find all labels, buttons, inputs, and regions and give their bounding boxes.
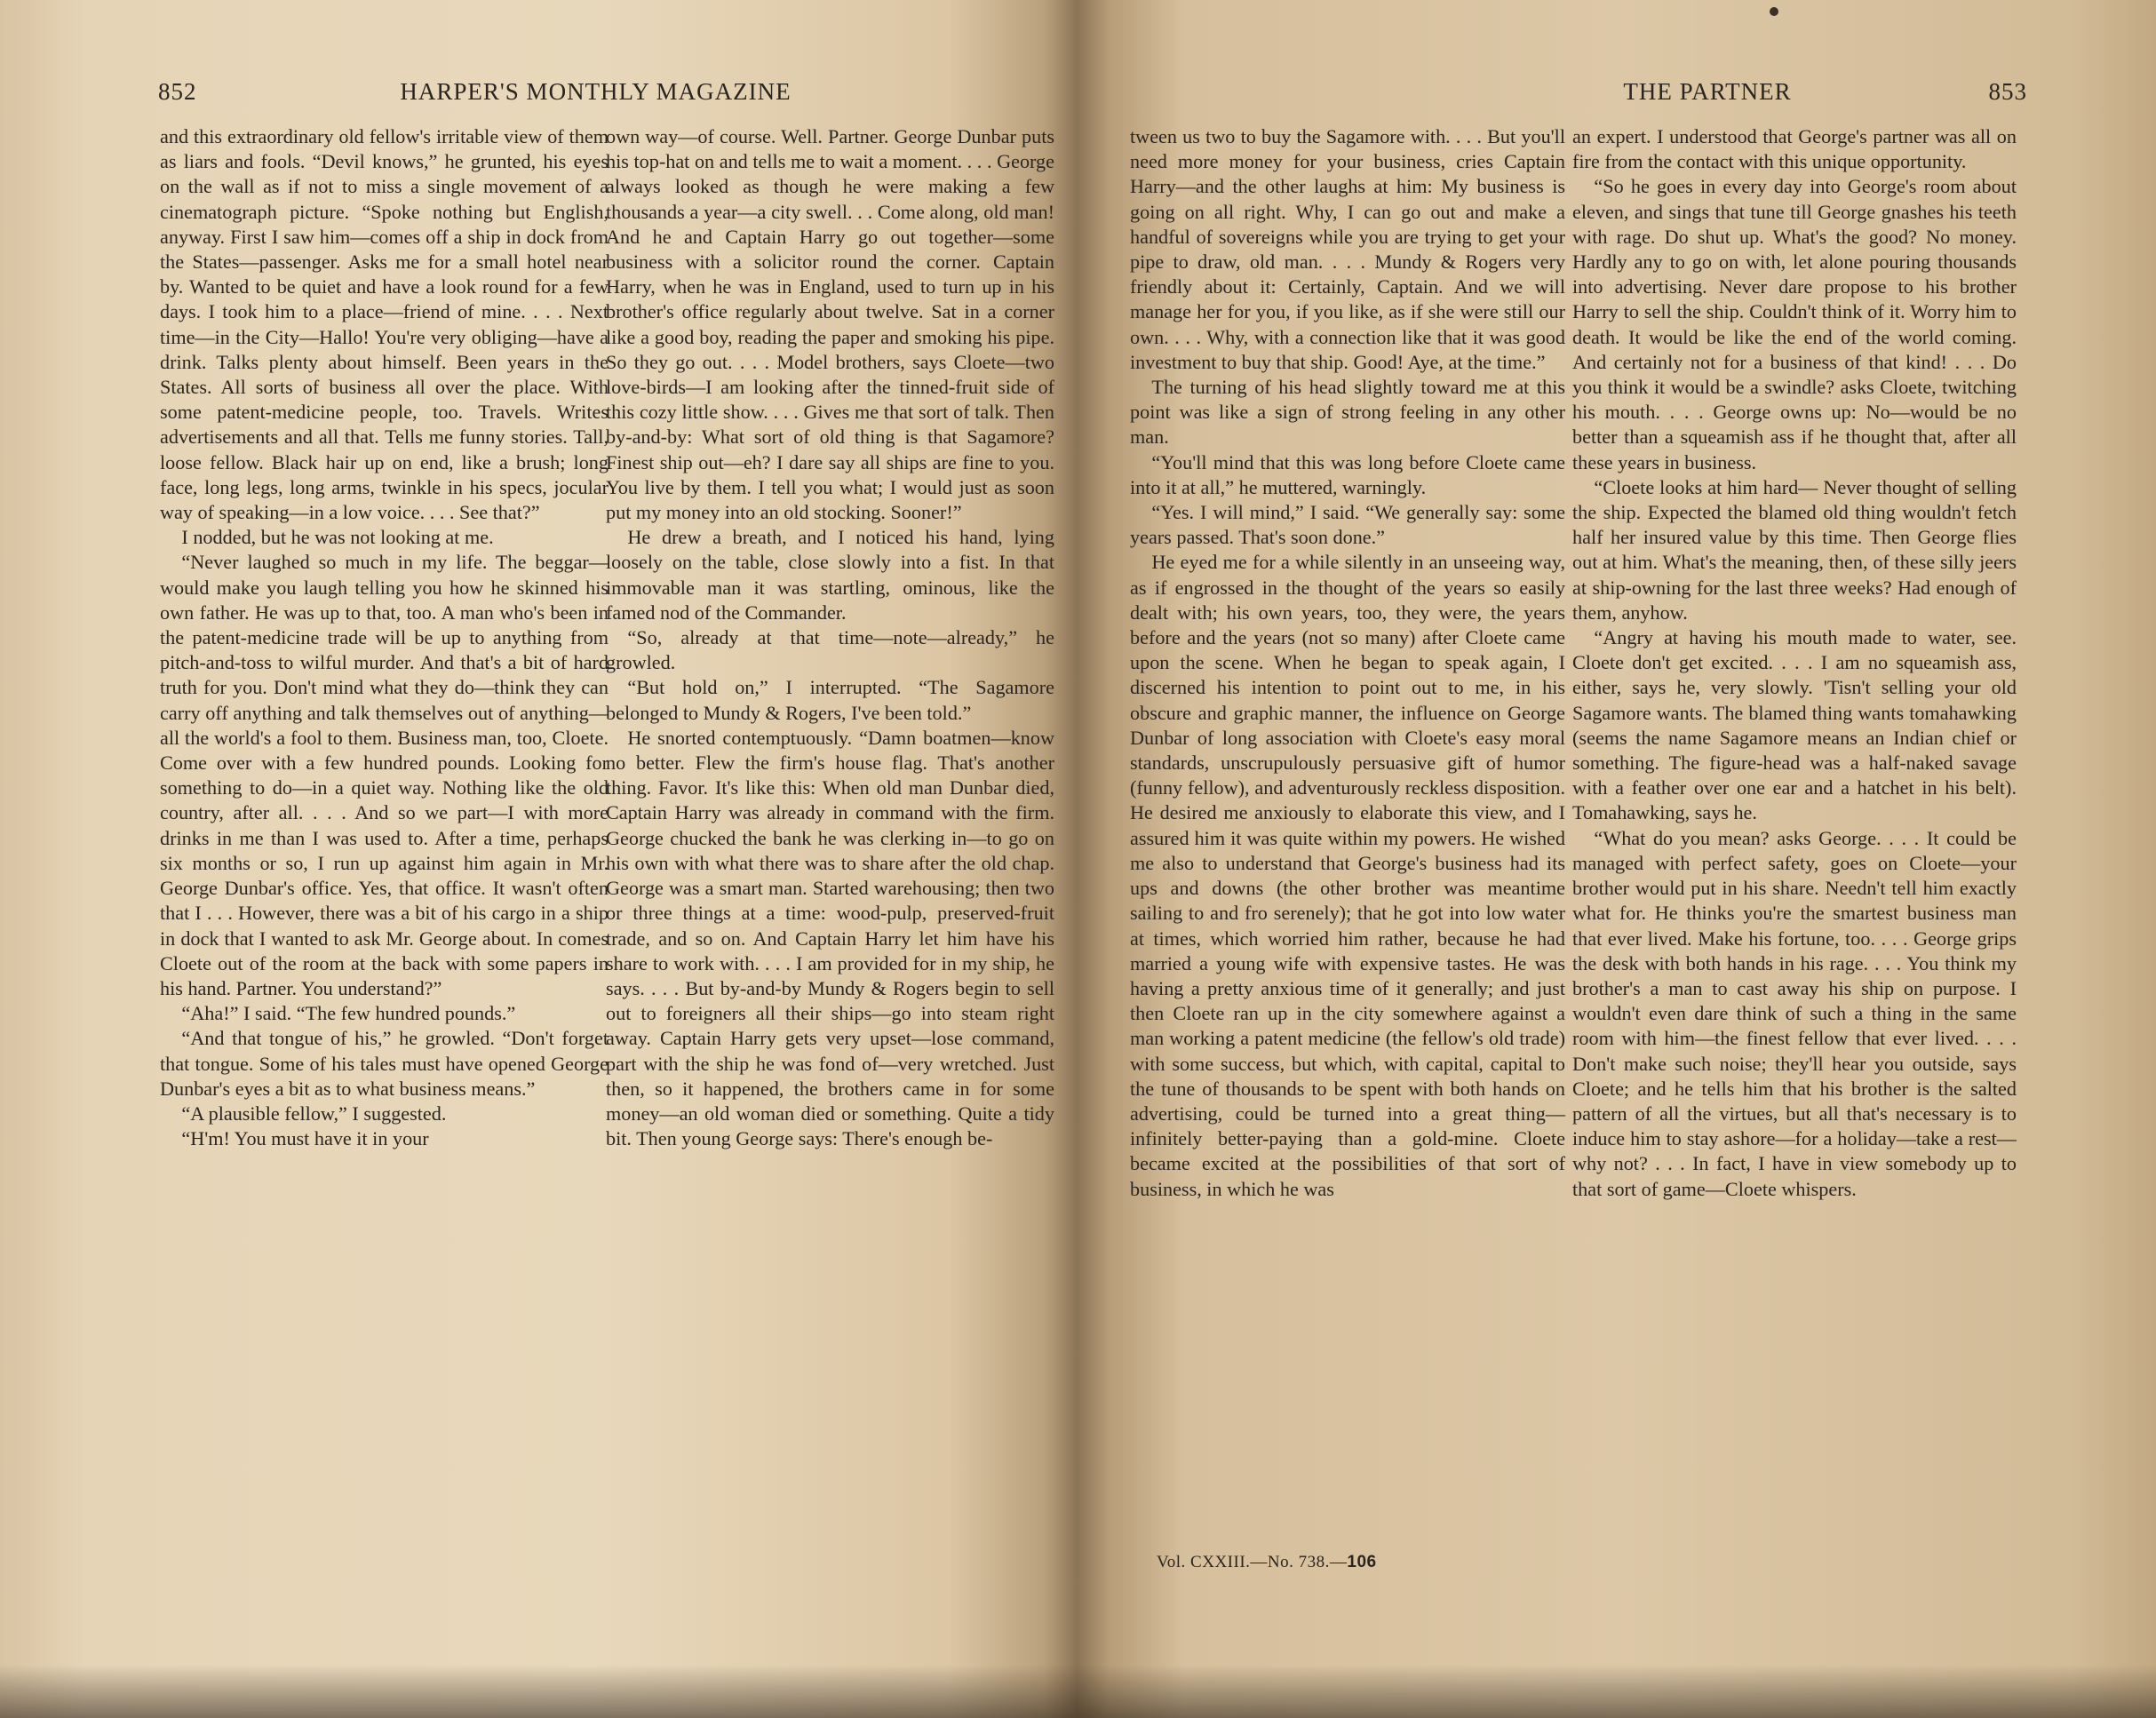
paragraph: He snorted contemptuously. “Damn boatmen—know no better. Flew the firm's house flag. That's another thing. Favor. It's like this: When old man Dunbar died, Captain Harry was already in command with the firm. George chucked the bank he was clerking in—to go on his own with what there was to share after the old chap. George was a smart man. Started warehousing; then two or three things at a time: wood-pulp, preserved-fruit trade, and so on. And Captain Harry let him have his share to work with. . . . I am provided for in my ship, he says. . . . But by-and-by Mundy & Rogers begin to sell out to foreigners all their ships—go into steam right away. Captain Harry gets very upset—lose command, part with the ship he was fond of—very wretched. Just then, so it happened, the brothers came in for some money—an old woman died or something. Quite a tidy bit. Then young George says: There's enough be- <box>606 726 1054 1150</box>
left-page-column-2 <box>606 124 1054 1151</box>
right-page-column-1 <box>1130 124 1565 1202</box>
paragraph: “Cloete looks at him hard— Never thought of selling the ship. Expected the blamed old thing wouldn't fetch half her insured value by this time. Then George flies out at him. What's the meaning, then, of these silly jeers at ship-owning for the last three weeks? Had enough of them, anyhow. <box>1572 475 2017 624</box>
paragraph: “Angry at having his mouth made to water, see. Cloete don't get excited. . . . I am no squeamish ass, either, says he, very slowly. 'Tisn't selling your old Sagamore wants. The blamed thing wants tomahawking (seems the name Sagamore means an Indian chief or something. The figure-head was a half-naked savage with a feather over one ear and a hatchet in his belt). Tomahawking, says he. <box>1572 626 2017 824</box>
left-page <box>0 0 1077 1718</box>
paragraph: “A plausible fellow,” I suggested. <box>181 1102 447 1125</box>
left-running-title: HARPER'S MONTHLY MAGAZINE <box>400 78 792 105</box>
paragraph: tween us two to buy the Sagamore with. . . . But you'll need more money for your business, cries Captain Harry—and the other laughs at him: My business is going on all right. Why, I can go out and make a handful of sovereigns while you are trying to get your pipe to draw, old man. . . . Mundy & Rogers very friendly about it: Certainly, Captain. And we will manage her for you, if you like, as if she were still our own. . . . Why, with a connection like that it was good investment to buy that ship. Good! Aye, at the time.” <box>1130 125 1565 373</box>
right-page-number: 853 <box>1988 78 2027 105</box>
bottom-edge-shadow <box>0 1665 2156 1718</box>
ink-spot <box>1770 7 1778 16</box>
volume-line: Vol. CXXIII.—No. 738.— <box>1157 1553 1348 1571</box>
paragraph: own way—of course. Well. Partner. George Dunbar puts his top-hat on and tells me to wait a moment. . . . George always looked as though he were making a few thousands a year—a city swell. . . Come along, old man! And he and Captain Harry go out together—some business with a solicitor round the corner. Captain Harry, when he was in England, used to turn up in his brother's office regularly about twelve. Sat in a corner like a good boy, reading the paper and smoking his pipe. So they go out. . . . Model brothers, says Cloete—two love-birds—I am looking after the tinned-fruit side of this cozy little show. . . . Gives me that sort of talk. Then by-and-by: What sort of old thing is that Sagamore? Finest ship out—eh? I dare say all ships are fine to you. You live by them. I tell you what; I would just as soon put my money into an old stocking. Sooner!” <box>606 125 1054 524</box>
paragraph: “What do you mean? asks George. . . . It could be managed with perfect safety, goes on Cloete—your brother would put in his share. Needn't tell him exactly what for. He thinks you're the smartest business man that ever lived. Make his fortune, too. . . . George grips the desk with both hands in his rage. . . . You think my brother's a man to cast away his ship on purpose. I wouldn't even dare think of such a thing in the same room with him—the finest fellow that ever lived. . . . Don't make such noise; they'll hear you outside, says Cloete; and he tells him that his brother is the salted pattern of all the virtues, but all that's necessary is to induce him to stay ashore—for a holiday—take a rest—why not? . . . In fact, I have in view somebody up to that sort of game—Cloete whispers. <box>1572 826 2017 1200</box>
paragraph: and this extraordinary old fellow's irritable view of them as liars and fools. “Devil knows,” he grunted, his eyes on the wall as if not to miss a single movement of a cinematograph picture. “Spoke nothing but English, anyway. First I saw him—comes off a ship in dock from the States—passenger. Asks me for a small hotel near by. Wanted to be quiet and have a look round for a few days. I took him to a place—friend of mine. . . . Next time—in the City—Hallo! You're very obliging—have a drink. Talks plenty about himself. Been years in the States. All sorts of business all over the place. With some patent-medicine people, too. Travels. Writes advertisements and all that. Tells me funny stories. Tall, loose fellow. Black hair up on end, like a brush; long face, long legs, long arms, twinkle in his specs, jocular way of speaking—in a low voice. . . . See that?” <box>160 125 609 524</box>
paragraph: “Never laughed so much in my life. The beggar—would make you laugh telling you how he skinned his own father. He was up to that, too. A man who's been in the patent-medicine trade will be up to anything from pitch-and-toss to wilful murder. And that's a bit of hard truth for you. Don't mind what they do—think they can carry off anything and talk themselves out of anything—all the world's a fool to them. Business man, too, Cloete. Come over with a few hundred pounds. Looking for something to do—in a quiet way. Nothing like the old country, after all. . . . And so we part—I with more drinks in me than I was used to. After a time, perhaps six months or so, I run up against him again in Mr. George Dunbar's office. Yes, that office. It wasn't often that I . . . However, there was a bit of his cargo in a ship in dock that I wanted to ask Mr. George about. In comes Cloete out of the room at the back with some papers in his hand. Partner. You understand?” <box>160 551 609 999</box>
paragraph: “But hold on,” I interrupted. “The Sagamore belonged to Mundy & Rogers, I've been told.” <box>606 676 1054 724</box>
paragraph: He drew a breath, and I noticed his hand, lying loosely on the table, close slowly into a fist. In that immovable man it was startling, ominous, like the famed nod of the Commander. <box>606 526 1054 624</box>
paragraph: I nodded, but he was not looking at me. <box>181 526 494 549</box>
right-page <box>1077 0 2156 1718</box>
left-page-column-1 <box>160 124 609 1151</box>
page-footer <box>1157 1553 1377 1572</box>
left-page-header <box>158 78 1033 114</box>
paragraph: an expert. I understood that George's partner was all on fire from the contact with this unique opportunity. <box>1572 125 2017 173</box>
left-page-number: 852 <box>158 78 197 105</box>
paragraph: The turning of his head slightly toward me at this point was like a sign of strong feeling in any other man. <box>1130 376 1565 449</box>
paragraph: He eyed me for a while silently in an unseeing way, as if engrossed in the thought of the years so easily dealt with; his own years, too, they were, the years before and the years (not so many) after Cloete came upon the scene. When he began to speak again, I discerned his intention to point out to me, in his obscure and graphic manner, the influence on George Dunbar of long association with Cloete's easy moral standards, unscrupulously persuasive gift of humor (funny fellow), and adventurously reckless disposition. He desired me anxiously to elaborate this view, and I assured him it was quite within my powers. He wished me also to understand that George's business had its ups and downs (the other brother was meantime sailing to and fro serenely); that he got into low water at times, which worried him rather, because he had married a young wife with expensive tastes. He was having a pretty anxious time of it generally; and just then Cloete ran up in the city somewhere against a man working a patent medicine (the fellow's old trade) with some success, but which, with capital, capital to the tune of thousands to be spent with both hands on advertising, could be turned into a great thing—infinitely better-paying than a gold-mine. Cloete became excited at the possibilities of that sort of business, in which he was <box>1130 551 1565 1200</box>
right-running-title: THE PARTNER <box>1623 78 1792 105</box>
right-page-header <box>1130 78 2027 114</box>
signature-number: 106 <box>1347 1553 1377 1571</box>
paragraph: “Yes. I will mind,” I said. “We generally say: some years passed. That's soon done.” <box>1130 501 1565 549</box>
paragraph: “So he goes in every day into George's room about eleven, and sings that tune till George gnashes his teeth with rage. Do shut up. What's the good? No money. Hardly any to go on with, let alone pouring thousands into advertising. Never dare propose to his brother Harry to sell the ship. Couldn't think of it. Worry him to death. It would be like the end of the world coming. And certainly not for a business of that kind! . . . Do you think it would be a swindle? asks Cloete, twitching his mouth. . . . George owns up: No—would be no better than a squeamish ass if he thought that, after all these years in business. <box>1572 175 2017 473</box>
paragraph: “Aha!” I said. “The few hundred pounds.” <box>181 1002 516 1025</box>
paragraph: “And that tongue of his,” he growled. “Don't forget that tongue. Some of his tales must have opened George Dunbar's eyes a bit as to what business means.” <box>160 1027 609 1100</box>
paragraph: “H'm! You must have it in your <box>181 1127 429 1150</box>
paragraph: “You'll mind that this was long before Cloete came into it at all,” he muttered, warningly. <box>1130 450 1565 498</box>
right-page-column-2 <box>1572 124 2017 1202</box>
paragraph: “So, already at that time—note—already,” he growled. <box>606 626 1054 674</box>
